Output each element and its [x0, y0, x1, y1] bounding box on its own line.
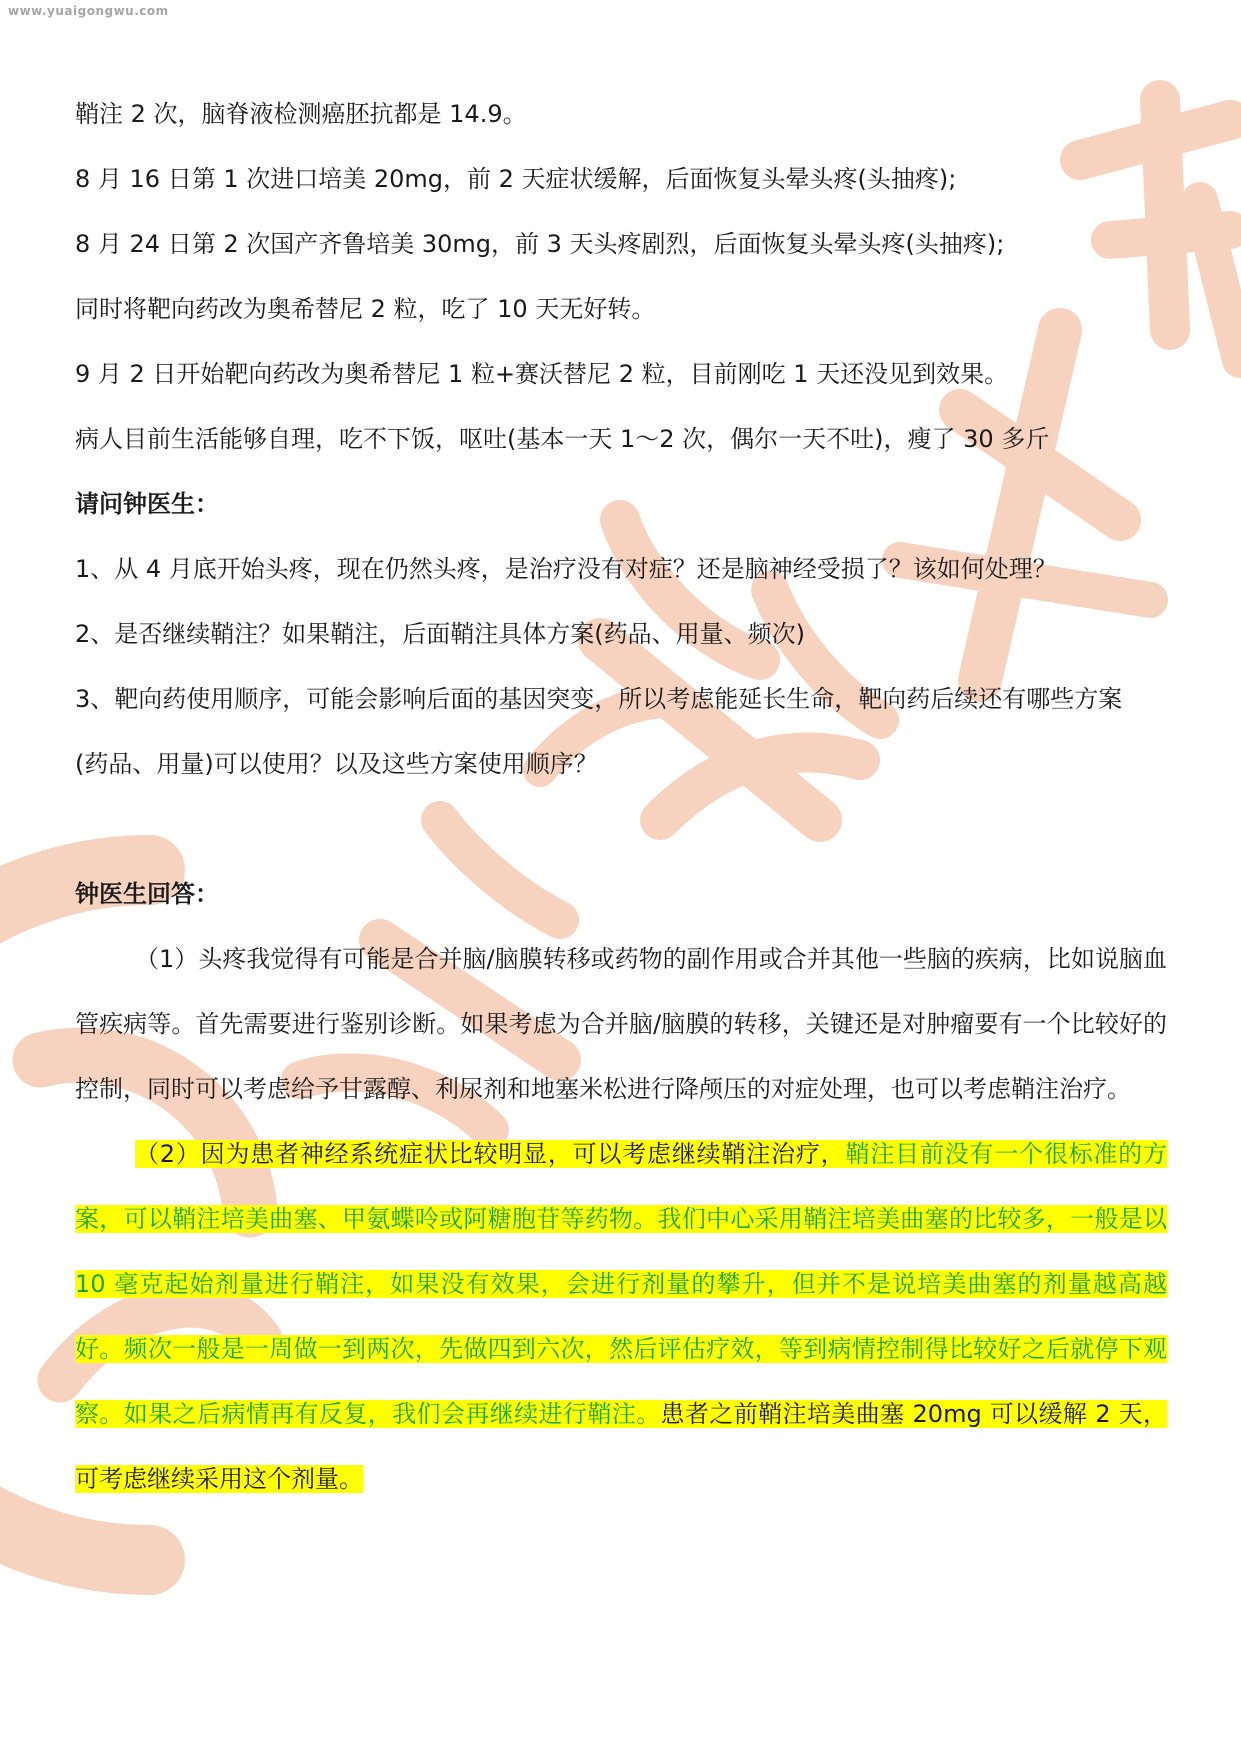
answer-paragraph-2 — [75, 1122, 1167, 1512]
answer-paragraph-1: （1）头疼我觉得有可能是合并脑/脑膜转移或药物的副作用或合并其他一些脑的疾病，比如说脑血管疾病等。首先需要进行鉴别诊断。如果考虑为合并脑/脑膜的转移，关键还是对肿瘤要有一个比较好的控制，同时可以考虑给予甘露醇、利尿剂和地塞米松进行降颅压的对症处理，也可以考虑鞘注治疗。 — [75, 945, 1167, 1103]
case-line-4: 同时将靶向药改为奥希替尼 2 粒，吃了 10 天无好转。 — [75, 295, 656, 323]
question-3: 3、靶向药使用顺序，可能会影响后面的基因突变，所以考虑能延长生命，靶向药后续还有哪些方案 — [75, 685, 1123, 713]
question-3-continued: (药品、用量)可以使用？以及这些方案使用顺序？ — [75, 750, 598, 778]
site-url: www.yuaigongwu.com — [8, 4, 169, 18]
case-line-6: 病人目前生活能够自理，吃不下饭，呕吐(基本一天 1～2 次，偶尔一天不吐)，瘦了 30 多斤 — [75, 425, 1050, 453]
question-heading: 请问钟医生： — [75, 490, 219, 518]
case-line-3: 8 月 24 日第 2 次国产齐鲁培美 30mg，前 3 天头疼剧烈，后面恢复头晕头疼(头抽疼); — [75, 230, 1005, 258]
spacer — [75, 797, 1167, 862]
case-line-1: 鞘注 2 次，脑脊液检测癌胚抗都是 14.9。 — [75, 100, 527, 128]
case-line-5: 9 月 2 日开始靶向药改为奥希替尼 1 粒+赛沃替尼 2 粒，目前刚吃 1 天还没见到效果。 — [75, 360, 1009, 388]
question-1: 1、从 4 月底开始头疼，现在仍然头疼，是治疗没有对症？还是脑神经受损了？该如何处理？ — [75, 555, 1057, 583]
answer-2-conclusion: 患者之前鞘注培美曲塞 20mg 可以缓解 2 天，可考虑继续采用这个剂量。 — [75, 1400, 1168, 1493]
answer-heading: 钟医生回答： — [75, 880, 219, 908]
answer-2-highlighted-green: 鞘注目前没有一个很标准的方案，可以鞘注培美曲塞、甲氨蝶呤或阿糖胞苷等药物。我们中心采用鞘注培美曲塞的比较多，一般是以 10 毫克起始剂量进行鞘注，如果没有效果，会进行剂量的攀升，但并不是说培美曲塞的剂量越高越好。频次一般是一周做一到两次，先做四到六次，然后评估疗效，等到病情控制得比较好之后就停下观察。如果之后病情再有反复，我们会再继续进行鞘注。 — [75, 1140, 1167, 1428]
document-body — [75, 82, 1167, 1512]
question-2: 2、是否继续鞘注？如果鞘注，后面鞘注具体方案(药品、用量、频次) — [75, 620, 805, 648]
answer-2-intro: （2）因为患者神经系统症状比较明显，可以考虑继续鞘注治疗， — [135, 1140, 846, 1168]
case-line-2: 8 月 16 日第 1 次进口培美 20mg，前 2 天症状缓解，后面恢复头晕头疼(头抽疼); — [75, 165, 957, 193]
